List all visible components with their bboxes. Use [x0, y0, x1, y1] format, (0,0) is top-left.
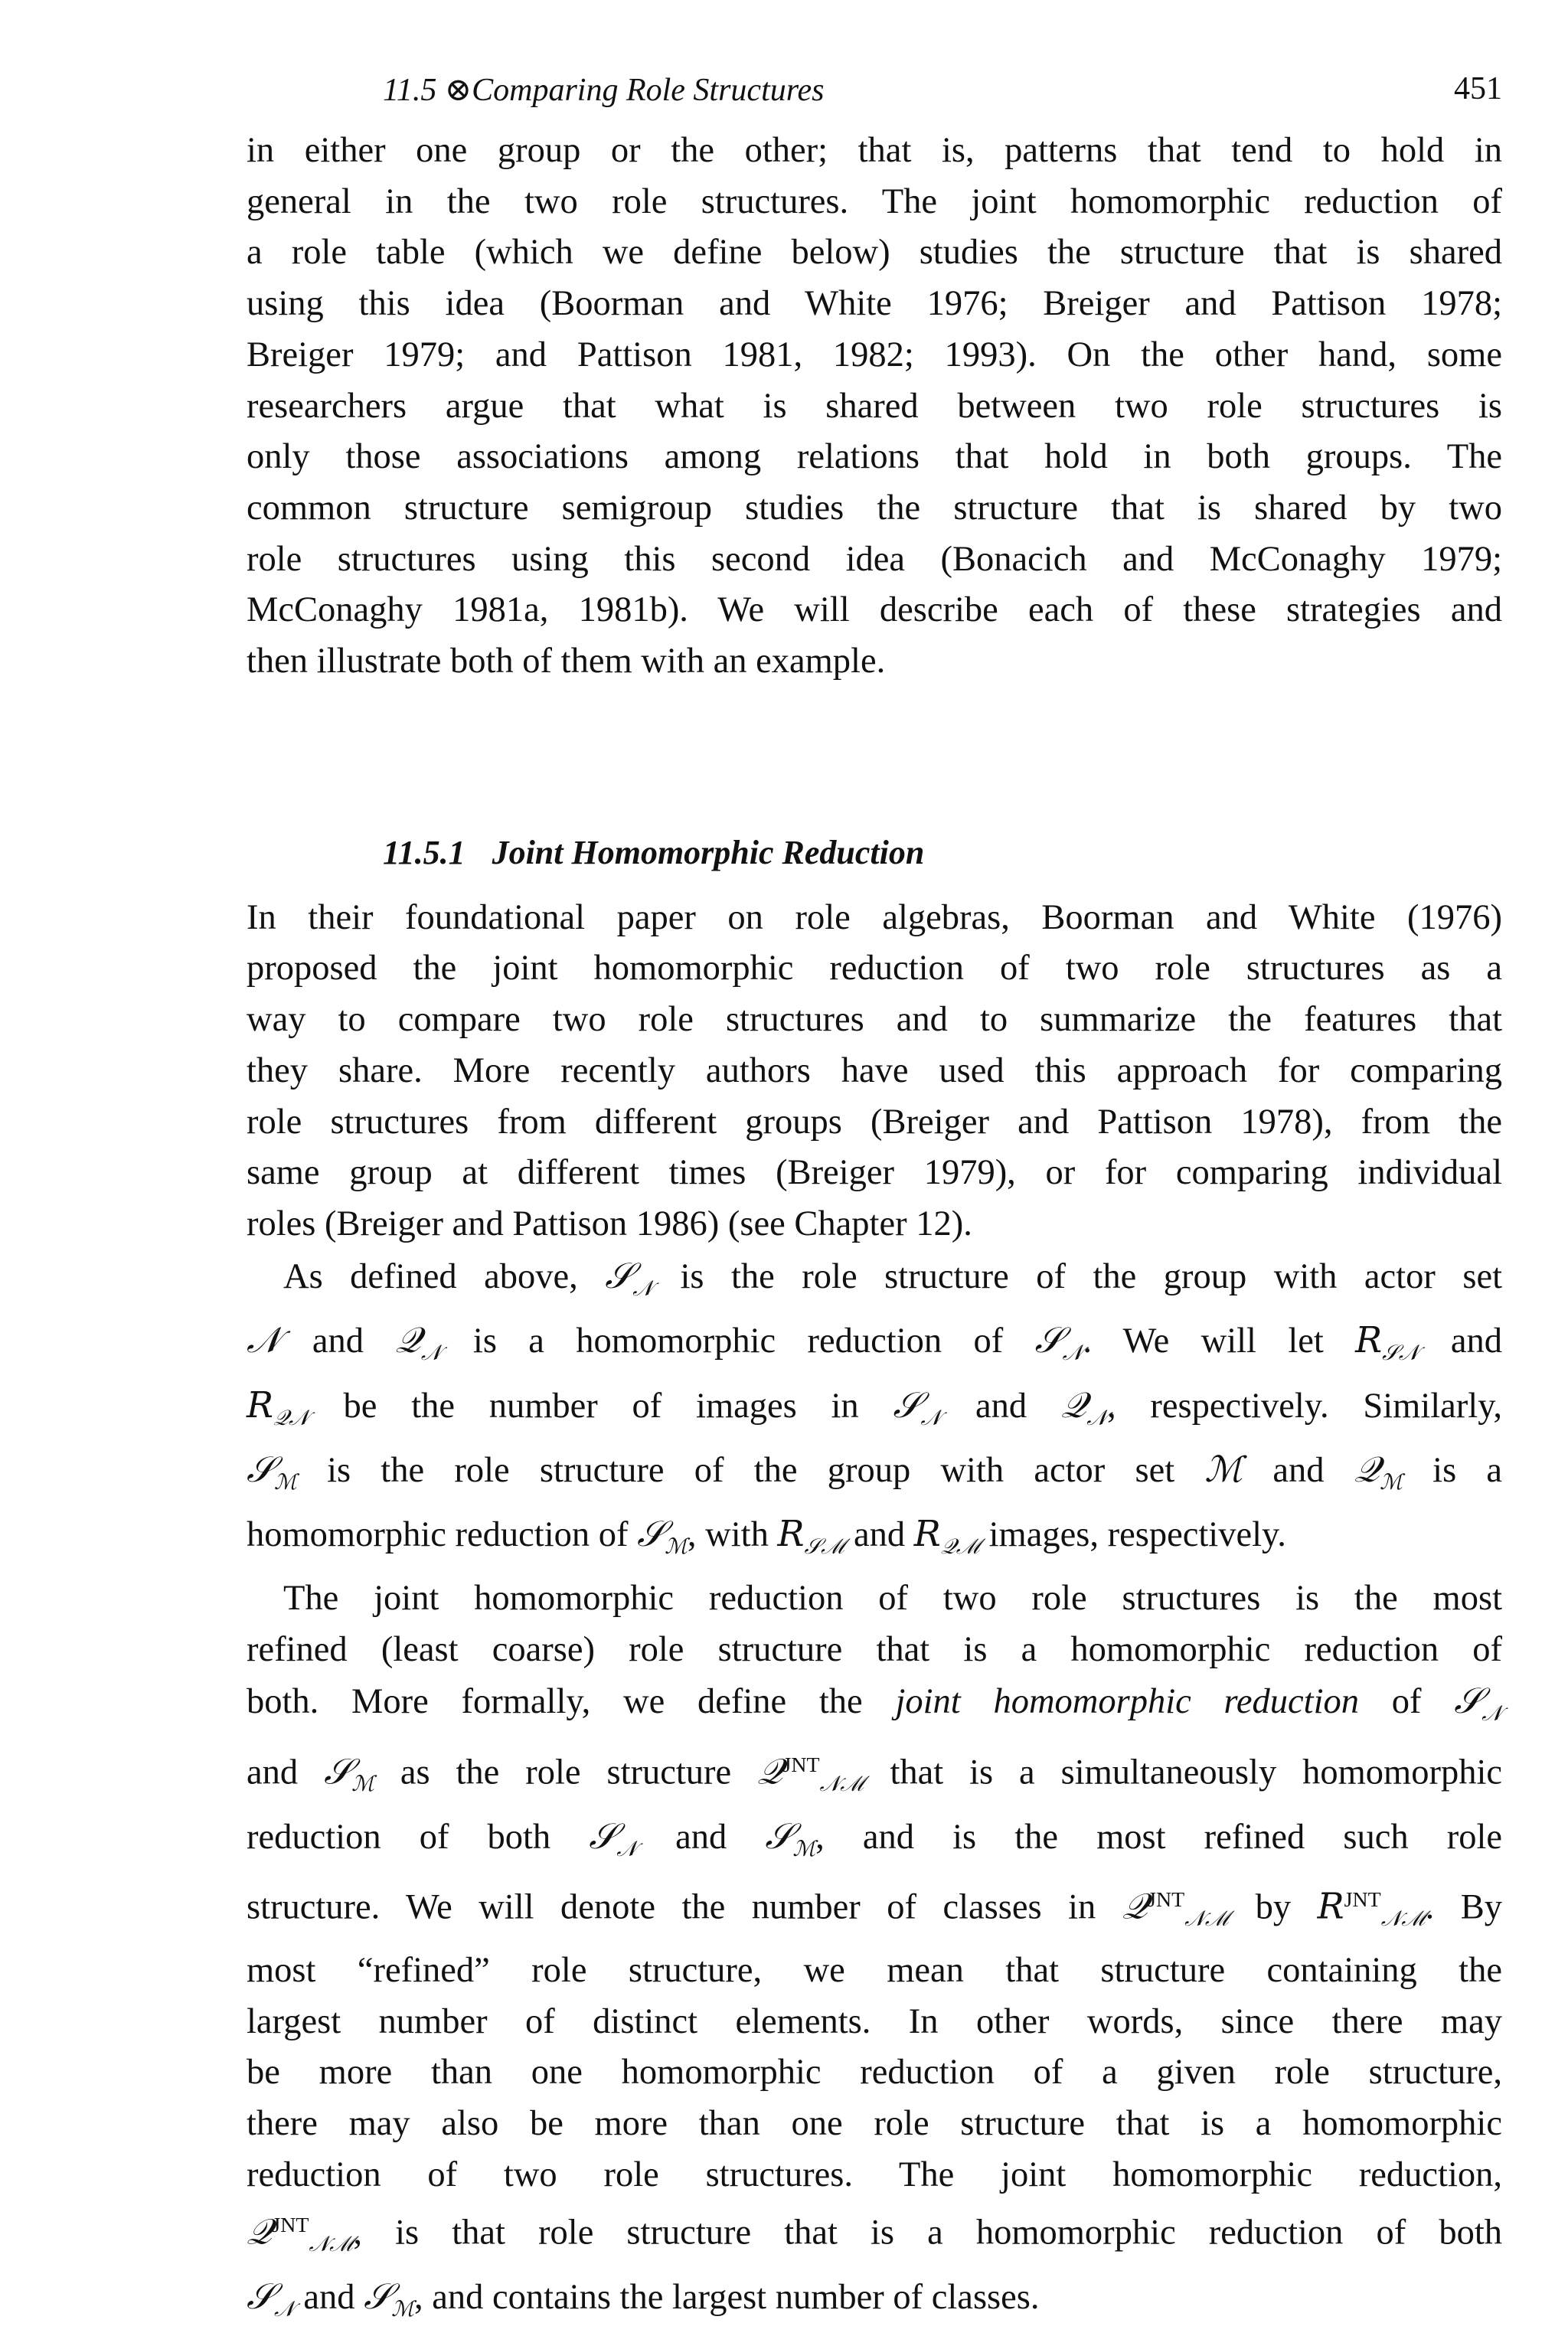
- subsection-title: Joint Homomorphic Reduction: [492, 833, 925, 871]
- text-line: in either one group or the other; that is, patterns that tend to hold in: [247, 131, 1502, 170]
- text-line: The joint homomorphic reduction of two role structures is the most: [283, 1578, 1502, 1618]
- text-line: same group at different times (Breiger 1979), or for comparing individual: [247, 1153, 1502, 1193]
- text-line: 𝒩 and 𝒬$_𝒩$ is a homomorphic reduction of 𝒮$_𝒩$. We will let $R_{𝒮𝒩}$ and: [247, 1319, 1502, 1365]
- otimes-icon: ⊗: [444, 73, 472, 108]
- paragraph-3: [247, 1573, 1502, 2336]
- text-line: proposed the joint homomorphic reduction of two role structures as a: [247, 949, 1502, 988]
- subsection-number: 11.5.1: [383, 833, 466, 871]
- text-line: a role table (which we define below) studies the structure that is shared: [247, 233, 1502, 273]
- text-line: both. More formally, we define the joint homomorphic reduction of 𝒮$_𝒩$: [247, 1680, 1502, 1727]
- text-line: role structures from different groups (Breiger and Pattison 1978), from the: [247, 1102, 1502, 1142]
- text-line: In their foundational paper on role algebras, Boorman and White (1976): [247, 897, 1502, 937]
- text-line: they share. More recently authors have used this approach for comparing: [247, 1050, 1502, 1090]
- text-line: there may also be more than one role structure that is a homomorphic: [247, 2103, 1502, 2143]
- intro-paragraph: [247, 126, 1502, 688]
- text-line: roles (Breiger and Pattison 1986) (see Chapter 12).: [247, 1204, 972, 1243]
- text-line: most “refined” role structure, we mean that structure containing the: [247, 1950, 1502, 1990]
- subsection-heading: [247, 833, 1502, 879]
- text-line: Breiger 1979; and Pattison 1981, 1982; 1993). On the other hand, some: [247, 335, 1502, 374]
- text-line: and 𝒮$_ℳ$ as the role structure 𝒬$^{JNT}_{𝒩ℳ}$ that is a simultaneously homomorphic: [247, 1750, 1503, 1796]
- paragraph-1: [247, 893, 1502, 1250]
- text-line: be more than one homomorphic reduction of a given role structure,: [247, 2053, 1502, 2093]
- text-line: homomorphic reduction of 𝒮$_ℳ$, with $R_{𝒮ℳ}$ and $R_{𝒬ℳ}$ images, respectively.: [247, 1513, 1286, 1560]
- paragraph-2: [247, 1250, 1502, 1573]
- text-line: common structure semigroup studies the structure that is shared by two: [247, 488, 1502, 528]
- text-line: largest number of distinct elements. In other words, since there may: [247, 2001, 1502, 2041]
- text-line: structure. We will denote the number of classes in 𝒬$^{JNT}_{𝒩ℳ}$ by $R^{JNT}_{𝒩ℳ}$. By: [247, 1885, 1503, 1932]
- running-head-section: 11.5 ⊗Comparing Role Structures: [383, 73, 825, 108]
- text-line: 𝒬$^{JNT}_{𝒩ℳ}$, is that role structure that is a homomorphic reduction of both: [247, 2210, 1502, 2257]
- page-number: 451: [1454, 71, 1502, 106]
- text-line: researchers argue that what is shared between two role structures is: [247, 386, 1502, 426]
- text-line: general in the two role structures. The joint homomorphic reduction of: [247, 181, 1502, 221]
- text-line: role structures using this second idea (Bonacich and McConaghy 1979;: [247, 539, 1502, 579]
- text-line: way to compare two role structures and to summarize the features that: [247, 1000, 1502, 1040]
- text-line: 𝒮$_ℳ$ is the role structure of the group with actor set ℳ and 𝒬$_ℳ$ is a: [247, 1449, 1503, 1495]
- text-line: reduction of two role structures. The joint homomorphic reduction,: [247, 2155, 1502, 2194]
- text-line: refined (least coarse) role structure that is a homomorphic reduction of: [247, 1629, 1502, 1669]
- page: [247, 70, 1502, 2336]
- text-line: using this idea (Boorman and White 1976; Breiger and Pattison 1978;: [247, 284, 1502, 324]
- text-line: $R_{𝒬𝒩}$ be the number of images in 𝒮$_𝒩$ and 𝒬$_𝒩$, respectively. Similarly,: [247, 1384, 1503, 1430]
- text-line: then illustrate both of them with an example.: [247, 642, 886, 681]
- running-head: [247, 70, 1502, 116]
- text-line: reduction of both 𝒮$_𝒩$ and 𝒮$_ℳ$, and is the most refined such role: [247, 1815, 1503, 1861]
- text-line: As defined above, 𝒮$_𝒩$ is the role structure of the group with actor set: [283, 1254, 1503, 1301]
- text-line: McConaghy 1981a, 1981b). We will describe each of these strategies and: [247, 590, 1502, 630]
- text-line: 𝒮$_𝒩$ and 𝒮$_ℳ$, and contains the largest number of classes.: [247, 2276, 1040, 2321]
- text-line: only those associations among relations that hold in both groups. The: [247, 437, 1502, 477]
